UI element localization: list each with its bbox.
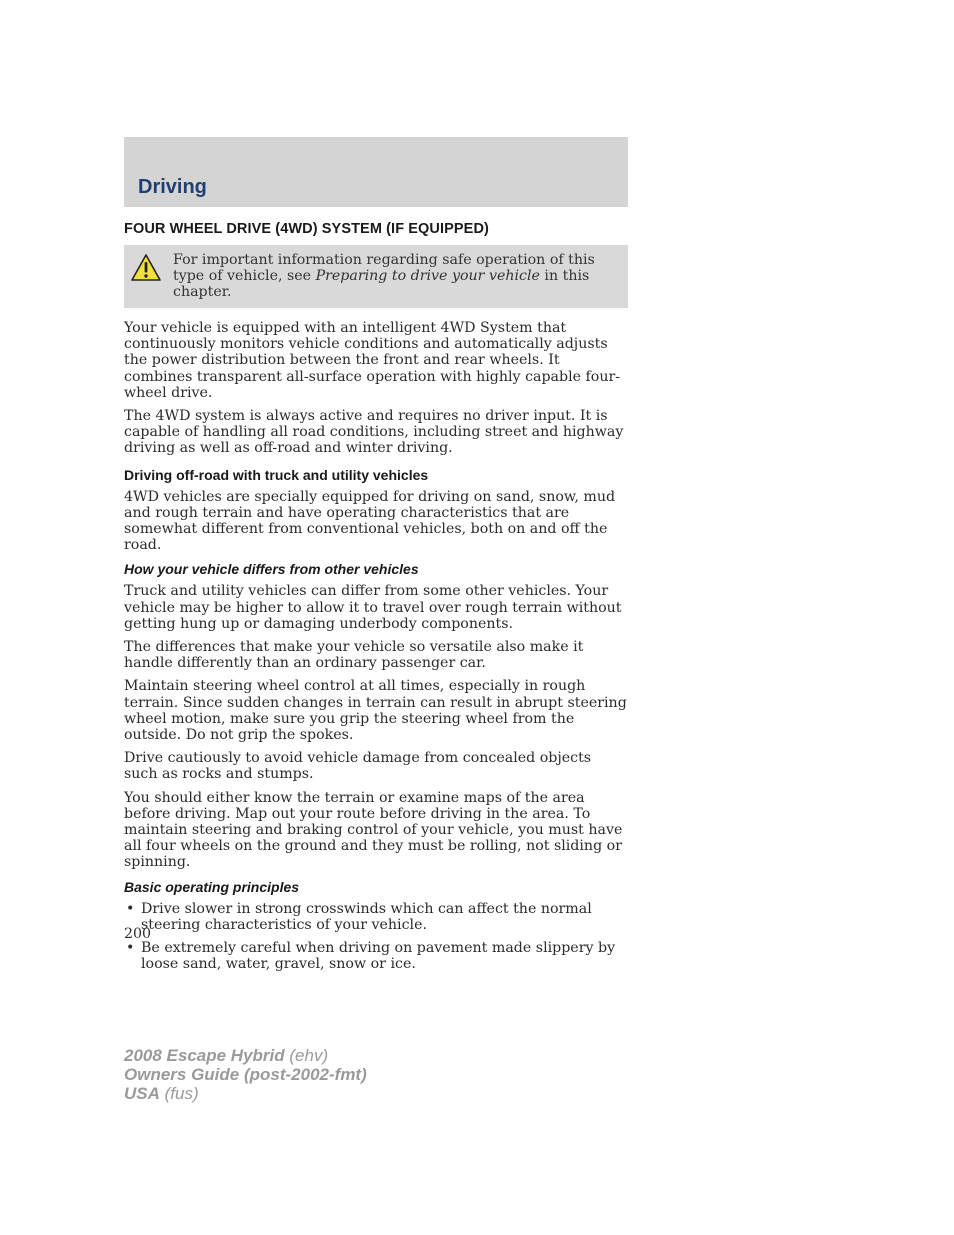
warning-triangle-icon [130, 253, 162, 283]
footer-line-1 [124, 1046, 367, 1065]
bullet-icon: • [126, 900, 135, 917]
differs-paragraph-2: The differences that make your vehicle so versatile also make it handle differently than an ordinary passenger car. [124, 639, 584, 672]
list-item [124, 901, 628, 933]
warning-box [124, 245, 628, 308]
intro-paragraph-2: The 4WD system is always active and requires no driver input. It is capable of handling all road conditions, including street and highway driving as well as off-road and winter driving. [124, 408, 624, 457]
offroad-heading: Driving off-road with truck and utility vehicles [124, 466, 429, 483]
footer-line-3 [124, 1084, 367, 1103]
basic-bullet-list [124, 901, 628, 973]
bullet-text: Drive slower in strong crosswinds which can affect the normal steering characteristics of your vehicle. [141, 900, 592, 933]
bullet-icon: • [126, 940, 135, 957]
warning-text-before: For important information regarding safe operation of this type of vehicle, see [173, 252, 595, 284]
differs-heading: How your vehicle differs from other vehicles [124, 561, 419, 578]
footer-model: 2008 Escape Hybrid [124, 1046, 285, 1065]
differs-paragraph-1: Truck and utility vehicles can differ from some other vehicles. Your vehicle may be higher to allow it to travel over rough terrain without getting hung up or damaging underbody components. [124, 583, 622, 632]
intro-paragraph-1: Your vehicle is equipped with an intelligent 4WD System that continuously monitors vehicle conditions and automatically adjusts the power distribution between the front and rear wheels. It combines transparent all-surface operation with highly capable four-wheel drive. [124, 320, 621, 401]
bullet-text: Be extremely careful when driving on pavement made slippery by loose sand, water, gravel, snow or ice. [141, 940, 616, 973]
footer-market-code: (fus) [159, 1084, 199, 1103]
offroad-paragraph: 4WD vehicles are specially equipped for driving on sand, snow, mud and rough terrain and have operating characteristics that are somewhat different from conventional vehicles, both on and off the road. [124, 488, 616, 554]
footer-model-code: (ehv) [284, 1046, 329, 1065]
page-number: 200 [124, 926, 152, 942]
warning-text [173, 252, 618, 300]
main-heading: FOUR WHEEL DRIVE (4WD) SYSTEM (IF EQUIPPED) [124, 221, 489, 237]
differs-paragraph-4: Drive cautiously to avoid vehicle damage from concealed objects such as rocks and stumps. [124, 750, 592, 783]
footer-line-2: Owners Guide (post-2002-fmt) [124, 1065, 367, 1084]
differs-paragraph-5: You should either know the terrain or examine maps of the area before driving. Map out your route before driving in the area. To maintain steering and braking control of your vehicle, you must have all four wheels on the ground and they must be rolling, not sliding or spinning. [124, 789, 623, 871]
footer-market: USA [124, 1084, 160, 1103]
warning-text-after: in this chapter. [173, 268, 590, 300]
page-content [124, 221, 628, 980]
section-title: Driving [138, 176, 207, 198]
basic-heading: Basic operating principles [124, 878, 300, 895]
warning-reference: Preparing to drive your vehicle [315, 268, 540, 284]
list-item [124, 940, 628, 972]
document-footer [124, 1046, 367, 1103]
differs-paragraph-3: Maintain steering wheel control at all times, especially in rough terrain. Since sudden changes in terrain can result in abrupt steering wheel motion, make sure you grip the steering wheel from the outside. Do not grip the spokes. [124, 678, 627, 744]
